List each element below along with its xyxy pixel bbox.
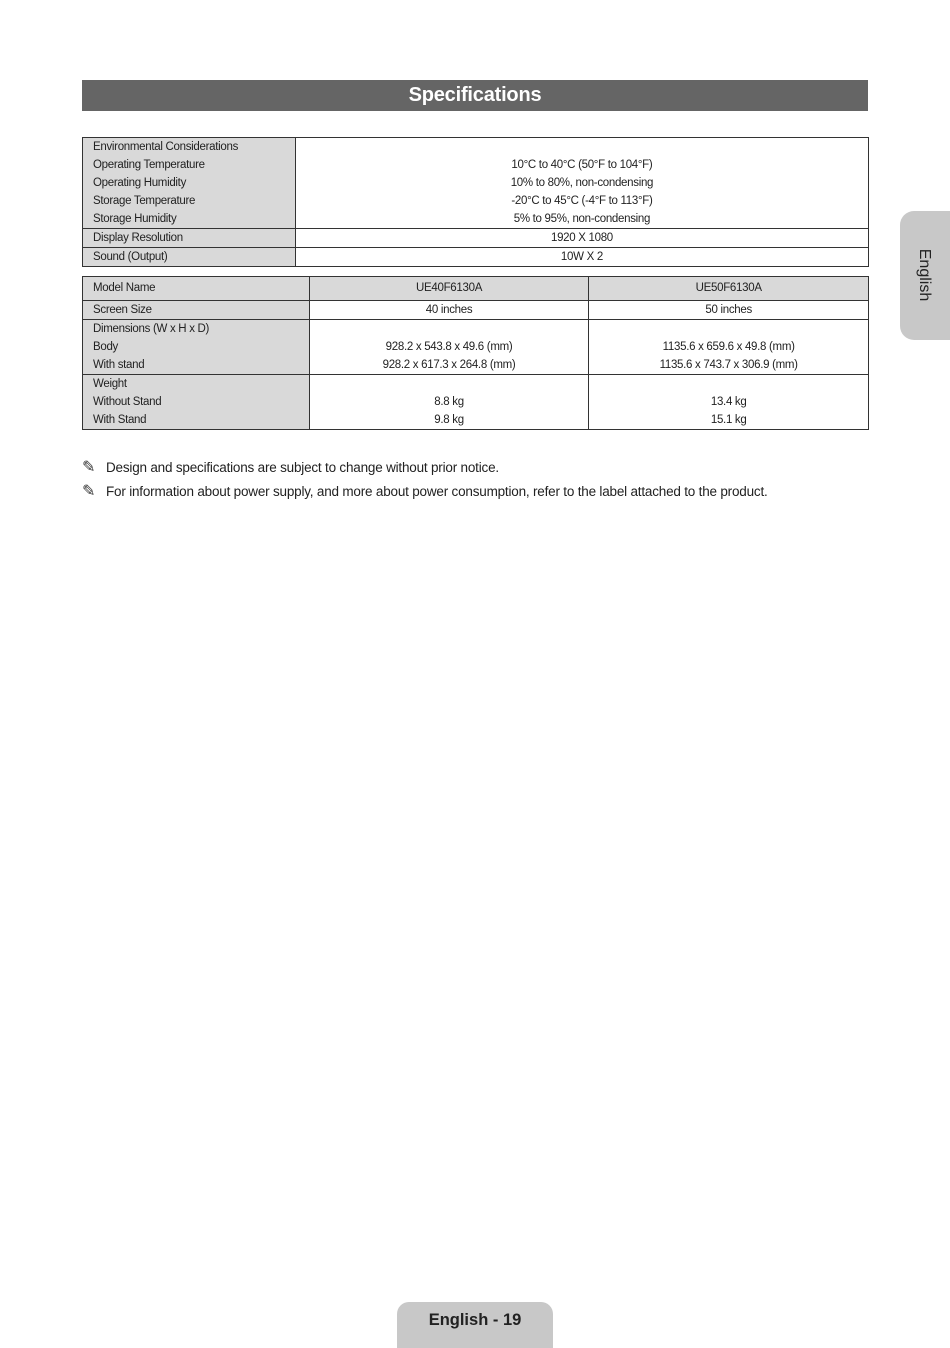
notes bbox=[82, 457, 768, 505]
model-name-cell bbox=[309, 277, 589, 301]
weight-label: With Stand bbox=[93, 414, 147, 426]
weight-label-cell bbox=[83, 375, 310, 430]
pencil-note-icon: ✎ bbox=[82, 459, 96, 476]
display-resolution-value: 1920 X 1080 bbox=[550, 232, 613, 244]
note-text: For information about power supply, and more about power consumption, refer to the label attached to the product. bbox=[106, 484, 768, 499]
screen-size-value: 40 inches bbox=[425, 304, 473, 316]
weight-label: Without Stand bbox=[93, 396, 162, 408]
table-row bbox=[83, 248, 869, 267]
weight-label: Weight bbox=[93, 378, 127, 390]
screen-size-value: 50 inches bbox=[705, 304, 752, 316]
dimensions-label: Body bbox=[93, 341, 119, 353]
env-value: 10°C to 40°C (50°F to 104°F) bbox=[511, 159, 653, 171]
table-row bbox=[83, 138, 869, 229]
model-name-label-cell bbox=[83, 277, 310, 301]
env-label: Operating Humidity bbox=[93, 177, 187, 189]
page-footer: English - 19 bbox=[397, 1302, 553, 1348]
table-row bbox=[83, 301, 869, 320]
dimensions-cell bbox=[309, 320, 589, 375]
weight-value: 9.8 kg bbox=[434, 414, 464, 426]
dimensions-label: With stand bbox=[93, 359, 145, 371]
pencil-note-icon: ✎ bbox=[82, 483, 96, 500]
env-label: Storage Temperature bbox=[93, 195, 196, 207]
screen-size-cell bbox=[309, 301, 589, 320]
weight-cell bbox=[589, 375, 869, 430]
weight-value: 8.8 kg bbox=[434, 396, 464, 408]
language-side-tab bbox=[900, 211, 950, 340]
dimensions-cell bbox=[589, 320, 869, 375]
weight-value: 13.4 kg bbox=[710, 396, 747, 408]
side-tab-label: English bbox=[916, 248, 933, 302]
table-row bbox=[83, 320, 869, 375]
env-value: 10% to 80%, non-condensing bbox=[510, 177, 654, 189]
sound-label: Sound (Output) bbox=[93, 251, 168, 263]
screen-size-cell bbox=[589, 301, 869, 320]
dimensions-label: Dimensions (W x H x D) bbox=[93, 323, 210, 335]
dimensions-value bbox=[589, 320, 868, 338]
model-spec-table bbox=[82, 276, 869, 430]
sound-value: 10W X 2 bbox=[560, 251, 603, 263]
model-name-cell bbox=[589, 277, 869, 301]
env-value bbox=[296, 138, 868, 156]
screen-size-label-cell bbox=[83, 301, 310, 320]
weight-value: 15.1 kg bbox=[710, 414, 747, 426]
display-resolution-value-cell bbox=[295, 229, 868, 248]
table-row bbox=[83, 229, 869, 248]
dimensions-value: 928.2 x 543.8 x 49.6 (mm) bbox=[385, 341, 513, 353]
env-value: 5% to 95%, non-condensing bbox=[513, 213, 651, 225]
model-name-label: Model Name bbox=[93, 282, 156, 294]
env-value: -20°C to 45°C (-4°F to 113°F) bbox=[511, 195, 653, 207]
dimensions-value bbox=[310, 320, 589, 338]
env-label: Environmental Considerations bbox=[93, 141, 239, 153]
note-item bbox=[82, 457, 768, 481]
dimensions-value: 1135.6 x 743.7 x 306.9 (mm) bbox=[659, 359, 798, 371]
dimensions-value: 928.2 x 617.3 x 264.8 (mm) bbox=[382, 359, 516, 371]
environment-spec-table bbox=[82, 137, 869, 267]
env-label-cell bbox=[83, 138, 296, 229]
display-resolution-label-cell bbox=[83, 229, 296, 248]
dimensions-label-cell bbox=[83, 320, 310, 375]
sound-value-cell bbox=[295, 248, 868, 267]
screen-size-label: Screen Size bbox=[93, 304, 152, 316]
env-label: Storage Humidity bbox=[93, 213, 177, 225]
table-row bbox=[83, 375, 869, 430]
page-title: Specifications bbox=[82, 80, 868, 111]
weight-value bbox=[310, 375, 589, 393]
table-row bbox=[83, 277, 869, 301]
weight-value bbox=[589, 375, 868, 393]
sound-label-cell bbox=[83, 248, 296, 267]
env-label: Operating Temperature bbox=[93, 159, 205, 171]
dimensions-value: 1135.6 x 659.6 x 49.8 (mm) bbox=[662, 341, 795, 353]
model-name: UE50F6130A bbox=[695, 282, 762, 294]
env-value-cell bbox=[295, 138, 868, 229]
note-item bbox=[82, 481, 768, 505]
display-resolution-label: Display Resolution bbox=[93, 232, 183, 244]
weight-cell bbox=[309, 375, 589, 430]
note-text: Design and specifications are subject to change without prior notice. bbox=[106, 460, 499, 475]
model-name: UE40F6130A bbox=[416, 282, 483, 294]
